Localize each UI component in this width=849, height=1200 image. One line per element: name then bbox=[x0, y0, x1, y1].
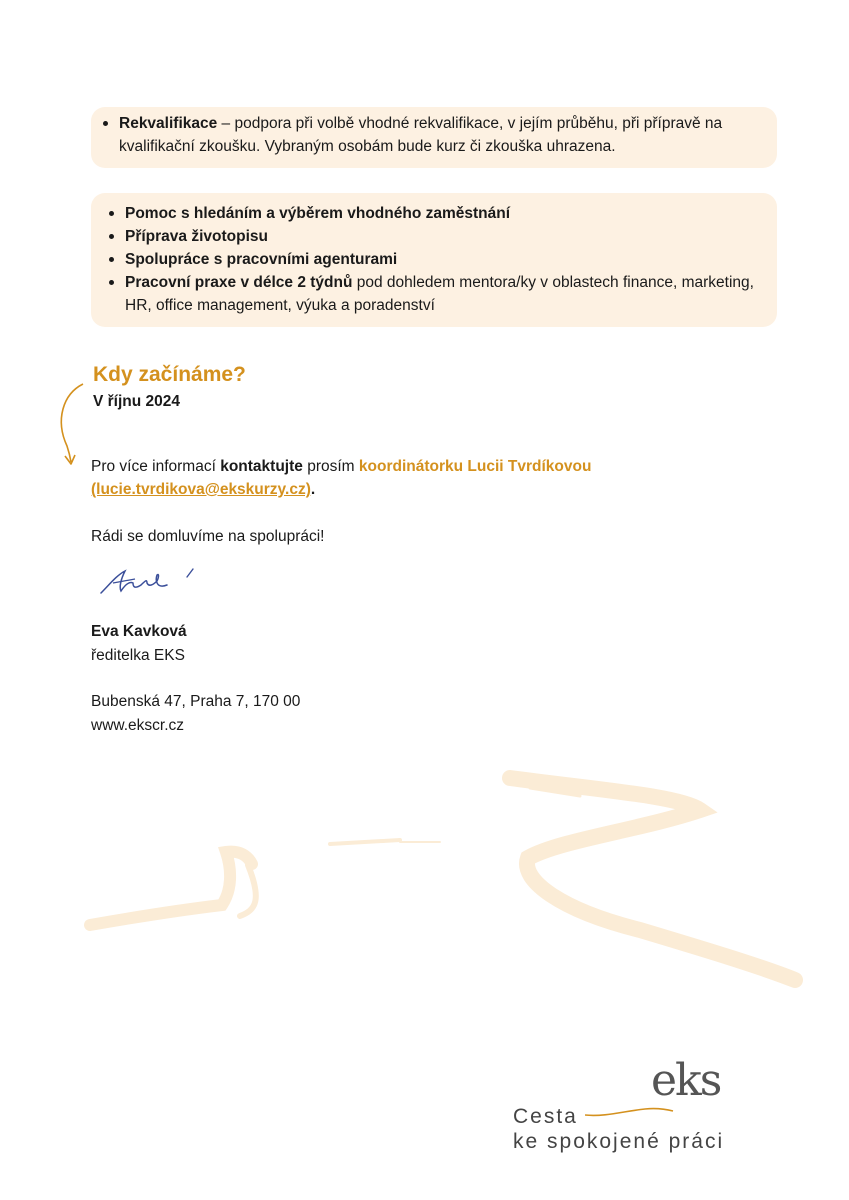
info-box-rekvalifikace bbox=[91, 107, 777, 168]
logo-swoosh-icon bbox=[585, 1103, 675, 1123]
list-item: Příprava životopisu bbox=[103, 225, 759, 248]
address-line: Bubenská 47, Praha 7, 170 00 bbox=[91, 693, 301, 710]
coordinator-name: koordinátorku Lucii Tvrdíkovou bbox=[358, 458, 592, 475]
list-item: Rekvalifikace – podpora při volbě vhodné rekvalifikace, v jejím průběhu, při přípravě na kvalifikační zkoušku. Vybraným osobám bude kurz či zkouška uhrazena. bbox=[97, 112, 759, 158]
decorative-swoosh bbox=[0, 760, 849, 1000]
bullet-list bbox=[103, 202, 759, 317]
list-item: Pomoc s hledáním a výběrem vhodného zaměstnání bbox=[103, 202, 759, 225]
email-link[interactable]: (lucie.tvrdikova@ekskurzy.cz) bbox=[91, 481, 311, 498]
signature-image bbox=[95, 565, 205, 600]
contact-paragraph: Pro více informací kontaktujte prosím koordinátorku Lucii Tvrdíkovou (lucie.tvrdikova@ekskurzy.cz). bbox=[91, 458, 592, 498]
list-item: Spolupráce s pracovními agenturami bbox=[103, 248, 759, 271]
eks-logo bbox=[505, 1055, 785, 1165]
curved-arrow-icon bbox=[55, 380, 95, 470]
info-box-services bbox=[91, 193, 777, 327]
closing-line: Rádi se domluvíme na spolupráci! bbox=[91, 528, 325, 545]
logo-mark: eks bbox=[651, 1055, 721, 1106]
start-date: V říjnu 2024 bbox=[93, 393, 181, 410]
bullet-list bbox=[97, 112, 759, 158]
logo-tagline-line2: ke spokojené práci bbox=[513, 1130, 725, 1153]
logo-tagline-line1: Cesta bbox=[513, 1105, 578, 1128]
website-link[interactable]: www.ekscr.cz bbox=[91, 717, 185, 734]
list-item: Pracovní praxe v délce 2 týdnů pod dohledem mentora/ky v oblastech finance, marketing, HR, office management, výuka a poradenství bbox=[103, 271, 759, 317]
section-heading: Kdy začínáme? bbox=[93, 363, 246, 386]
signatory-name: Eva Kavková bbox=[91, 623, 187, 640]
signatory-role: ředitelka EKS bbox=[91, 647, 185, 664]
